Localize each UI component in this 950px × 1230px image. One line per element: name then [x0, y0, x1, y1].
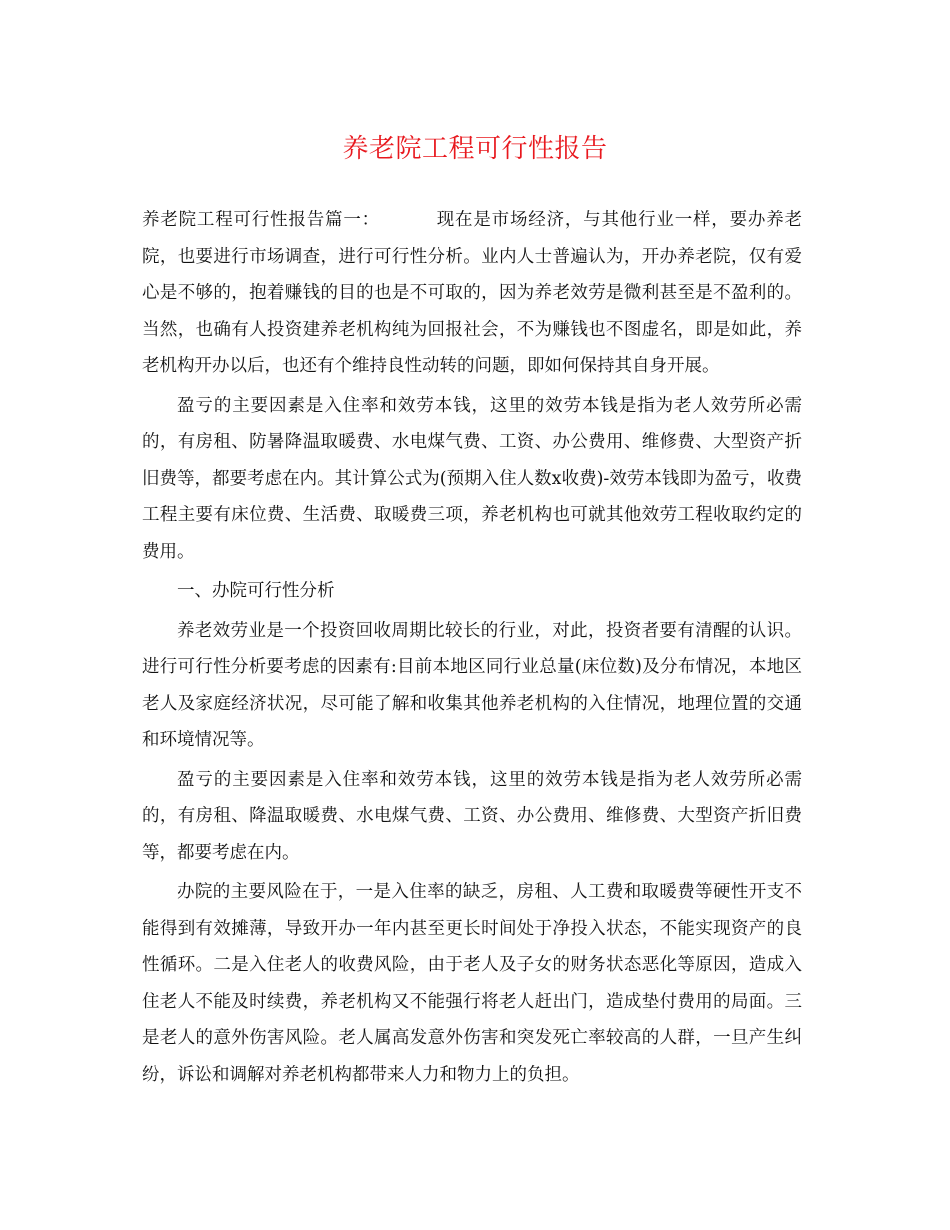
intro-lead: 养老院工程可行性报告篇一：	[142, 210, 380, 230]
section-heading-feasibility: 一、办院可行性分析	[177, 581, 335, 601]
paragraph-intro	[142, 202, 802, 385]
paragraph-main-risks: 办院的主要风险在于，一是入住率的缺乏，房租、人工费和取暖费等硬性开支不能得到有效摊薄，导致开办一年内甚至更长时间处于净投入状态，不能实现资产的良性循环。二是入住老人的收费风险，由于老人及子女的财务状态恶化等原因，造成入住老人不能及时续费，养老机构又不能强行将老人赶出门，造成垫付费用的局面。三是老人的意外伤害风险。老人属高发意外伤害和突发死亡率较高的人群，一旦产生纠纷，诉讼和调解对养老机构都带来人力和物力上的负担。	[142, 882, 802, 1085]
intro-text: 现在是市场经济，与其他行业一样，要办养老院，也要进行市场调查，进行可行性分析。业内人士普遍认为，开办养老院，仅有爱心是不够的，抱着赚钱的目的也是不可取的，因为养老效劳是微利甚至是不盈利的。当然，也确有人投资建养老机构纯为回报社会，不为赚钱也不图虚名，即是如此，养老机构开办以后，也还有个维持良性动转的问题，即如何保持其自身开展。	[142, 210, 803, 376]
paragraph-feasibility-analysis: 养老效劳业是一个投资回收周期比较长的行业，对此，投资者要有清醒的认识。进行可行性分析要考虑的因素有:目前本地区同行业总量(床位数)及分布情况，本地区老人及家庭经济状况，尽可能了解和收集其他养老机构的入住情况，地理位置的交通和环境情况等。	[142, 620, 802, 750]
document-title: 养老院工程可行性报告	[342, 134, 608, 164]
document-body	[142, 202, 802, 1096]
paragraph-profit-factors-repeat: 盈亏的主要因素是入住率和效劳本钱，这里的效劳本钱是指为老人效劳所必需的，有房租、降温取暖费、水电煤气费、工资、办公费用、维修费、大型资产折旧费等，都要考虑在内。	[142, 769, 802, 863]
paragraph-profit-factors: 盈亏的主要因素是入住率和效劳本钱，这里的效劳本钱是指为老人效劳所必需的，有房租、防暑降温取暖费、水电煤气费、工资、办公费用、维修费、大型资产折旧费等，都要考虑在内。其计算公式为(预期入住人数x收费)-效劳本钱即为盈亏，收费工程主要有床位费、生活费、取暖费三项，养老机构也可就其他效劳工程收取约定的费用。	[142, 395, 802, 562]
